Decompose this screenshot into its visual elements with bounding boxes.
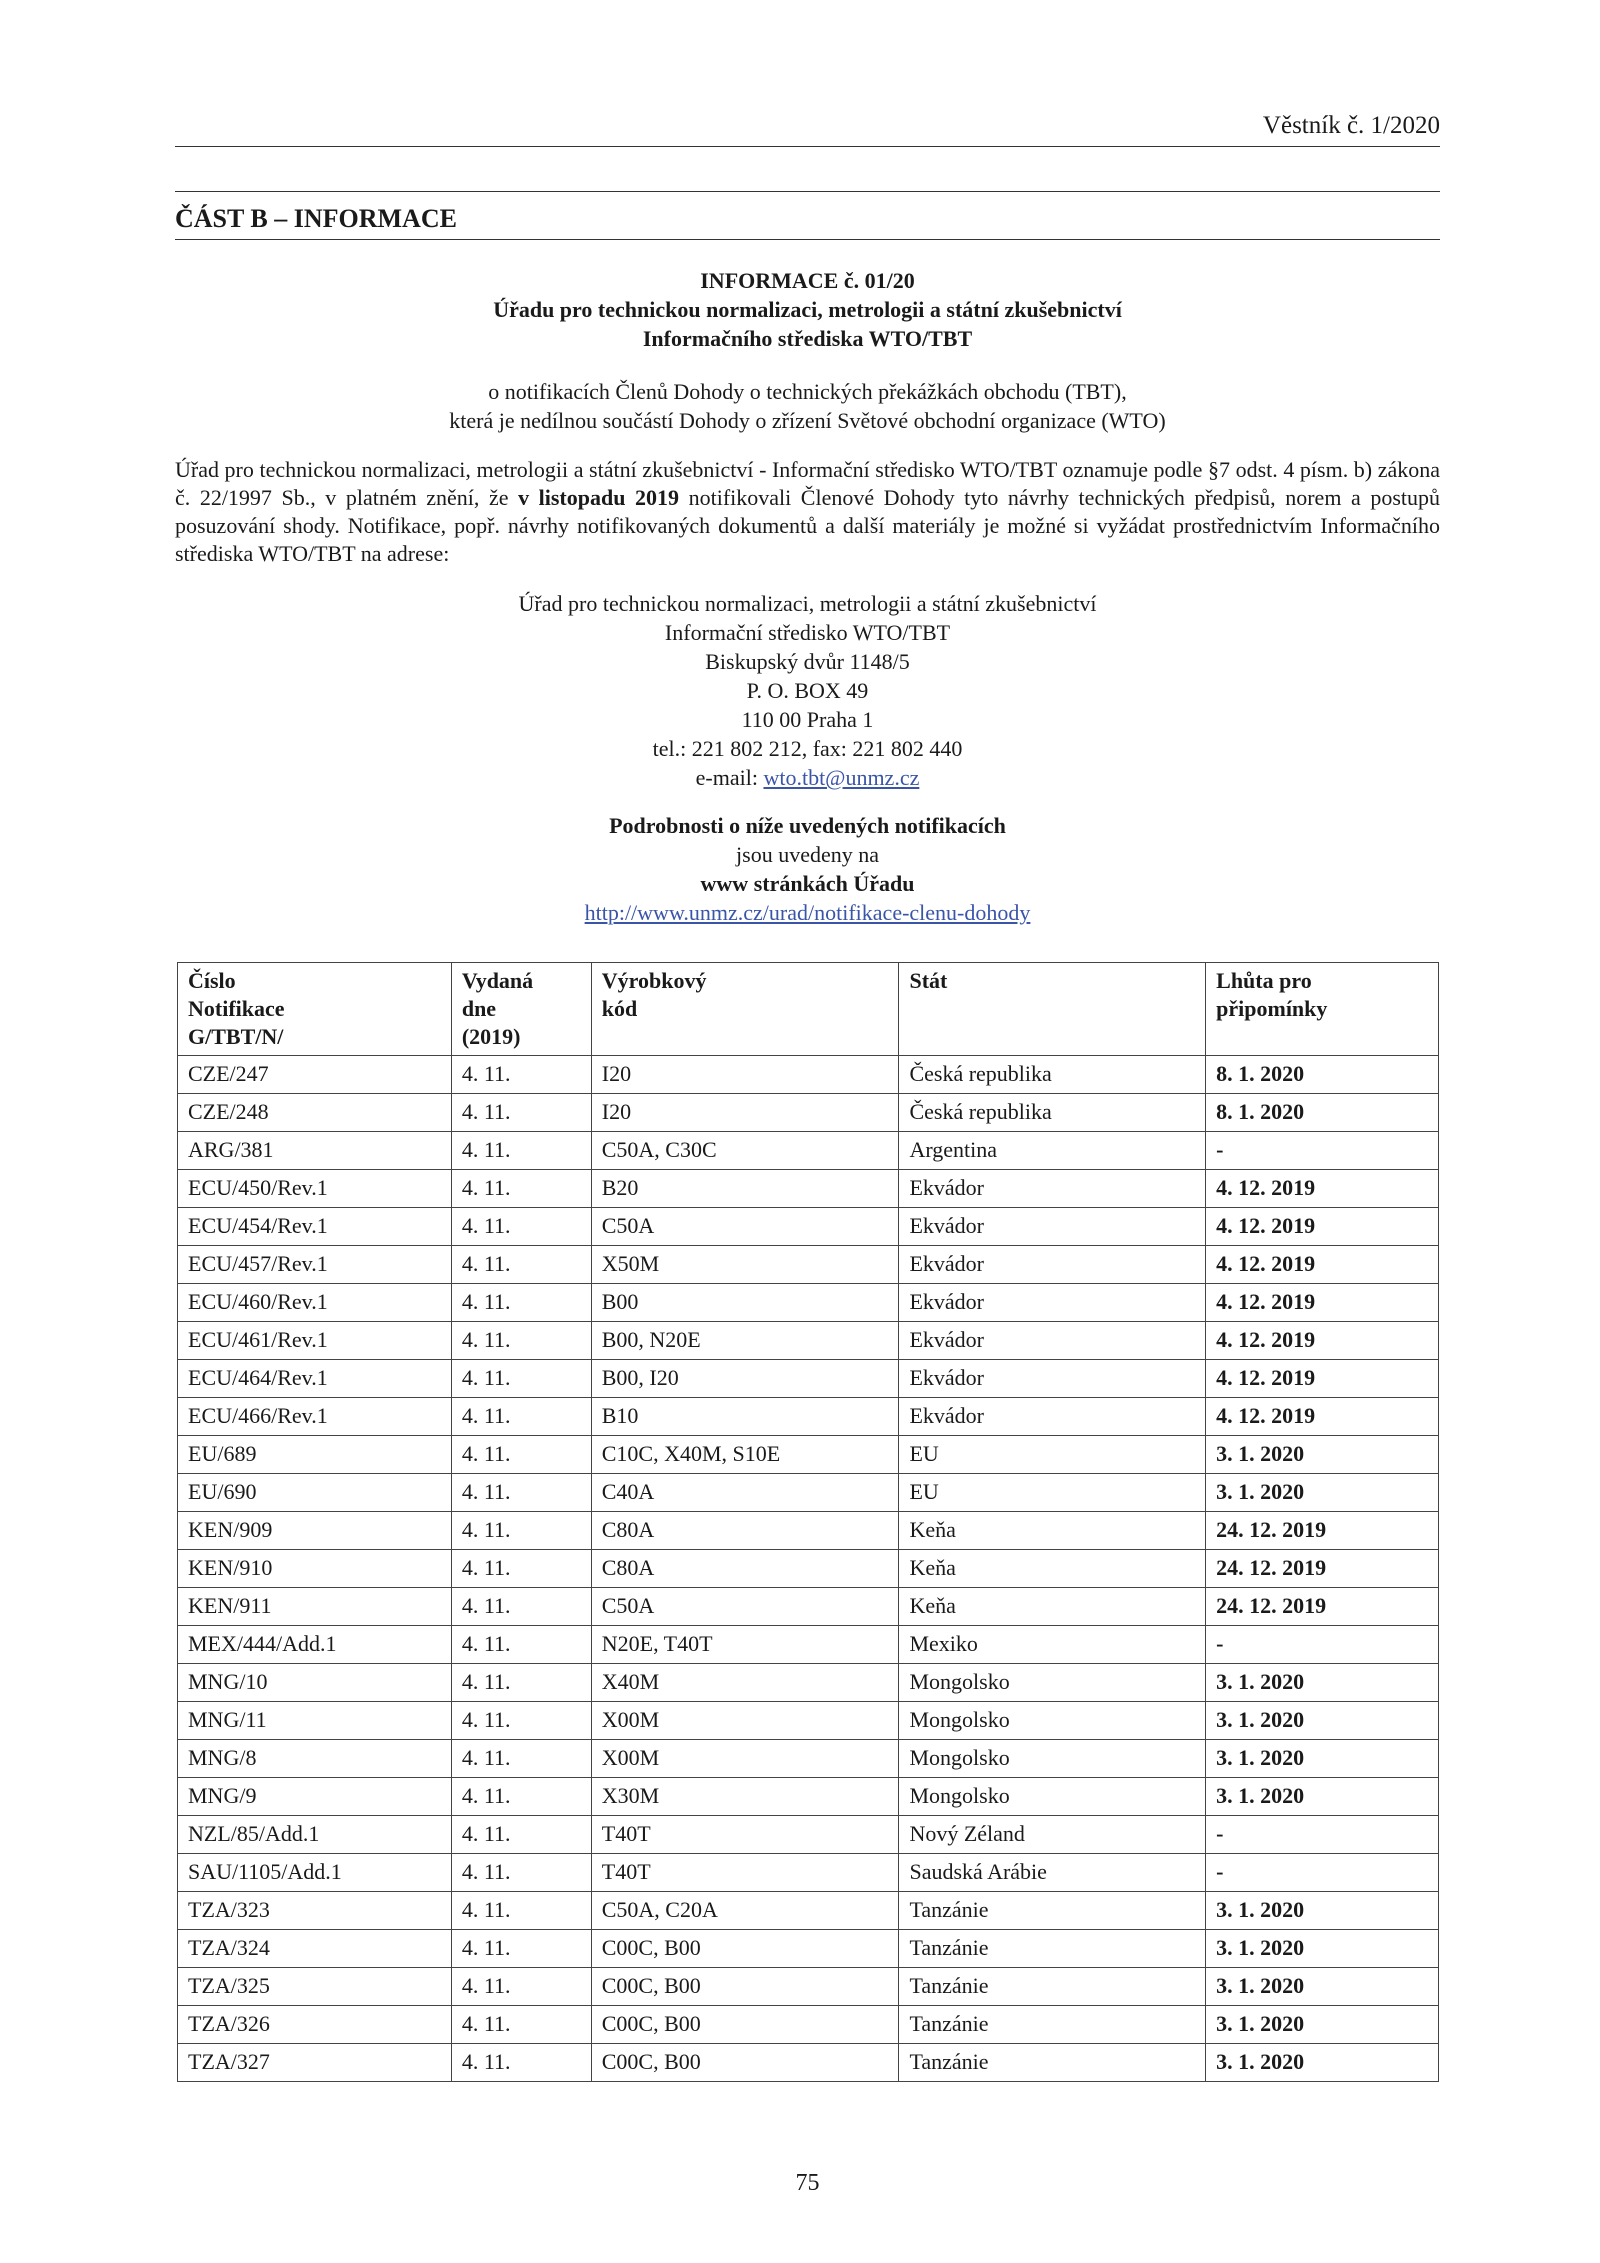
product-code-cell: C80A bbox=[591, 1550, 899, 1588]
deadline-cell: - bbox=[1206, 1854, 1439, 1892]
table-row bbox=[178, 1246, 1439, 1284]
intro-paragraph bbox=[175, 456, 1440, 568]
address-phone-fax: tel.: 221 802 212, fax: 221 802 440 bbox=[652, 736, 963, 761]
intro-period-highlight: v listopadu 2019 bbox=[518, 485, 680, 510]
table-row bbox=[178, 1778, 1439, 1816]
country-cell: EU bbox=[899, 1474, 1206, 1512]
product-code-cell: C00C, B00 bbox=[591, 1930, 899, 1968]
notification-number-cell: ECU/450/Rev.1 bbox=[178, 1170, 452, 1208]
deadline-cell: 3. 1. 2020 bbox=[1206, 1436, 1439, 1474]
issue-date-cell: 4. 11. bbox=[451, 1094, 591, 1132]
deadline-cell: - bbox=[1206, 1132, 1439, 1170]
header-divider bbox=[175, 146, 1440, 147]
contact-address bbox=[175, 589, 1440, 792]
country-cell: Keňa bbox=[899, 1588, 1206, 1626]
country-cell: Ekvádor bbox=[899, 1170, 1206, 1208]
deadline-cell: 3. 1. 2020 bbox=[1206, 2044, 1439, 2082]
table-body bbox=[178, 1056, 1439, 2082]
issue-date-cell: 4. 11. bbox=[451, 2044, 591, 2082]
country-cell: Mongolsko bbox=[899, 1702, 1206, 1740]
notification-number-cell: MNG/8 bbox=[178, 1740, 452, 1778]
deadline-cell: - bbox=[1206, 1816, 1439, 1854]
header-issue-date: Vydaná dne (2019) bbox=[451, 963, 591, 1056]
country-cell: Ekvádor bbox=[899, 1246, 1206, 1284]
product-code-cell: C40A bbox=[591, 1474, 899, 1512]
section-bottom-divider bbox=[175, 239, 1440, 240]
country-cell: Ekvádor bbox=[899, 1284, 1206, 1322]
section-top-divider bbox=[175, 191, 1440, 192]
table-row bbox=[178, 1550, 1439, 1588]
journal-issue-header: Věstník č. 1/2020 bbox=[1262, 112, 1440, 139]
country-cell: Tanzánie bbox=[899, 1930, 1206, 1968]
product-code-cell: I20 bbox=[591, 1094, 899, 1132]
table-row bbox=[178, 1816, 1439, 1854]
deadline-cell: - bbox=[1206, 1626, 1439, 1664]
section-title: ČÁST B – INFORMACE bbox=[175, 204, 457, 233]
notification-number-cell: ARG/381 bbox=[178, 1132, 452, 1170]
notification-number-cell: ECU/461/Rev.1 bbox=[178, 1322, 452, 1360]
product-code-cell: C50A, C30C bbox=[591, 1132, 899, 1170]
country-cell: Ekvádor bbox=[899, 1208, 1206, 1246]
issue-date-cell: 4. 11. bbox=[451, 1816, 591, 1854]
table-row bbox=[178, 1854, 1439, 1892]
heading-line-1: INFORMACE č. 01/20 bbox=[700, 268, 915, 293]
product-code-cell: X00M bbox=[591, 1702, 899, 1740]
notifications-url-link[interactable]: http://www.unmz.cz/urad/notifikace-clenu-dohody bbox=[584, 900, 1031, 925]
notification-number-cell: KEN/910 bbox=[178, 1550, 452, 1588]
heading-line-2: Úřadu pro technickou normalizaci, metrologii a státní zkušebnictví bbox=[493, 297, 1122, 322]
header-comment-deadline: Lhůta pro připomínky bbox=[1206, 963, 1439, 1056]
deadline-cell: 24. 12. 2019 bbox=[1206, 1512, 1439, 1550]
notification-number-cell: MNG/9 bbox=[178, 1778, 452, 1816]
issue-date-cell: 4. 11. bbox=[451, 1968, 591, 2006]
issue-date-cell: 4. 11. bbox=[451, 1854, 591, 1892]
deadline-cell: 24. 12. 2019 bbox=[1206, 1588, 1439, 1626]
notification-number-cell: CZE/248 bbox=[178, 1094, 452, 1132]
address-city: 110 00 Praha 1 bbox=[741, 707, 874, 732]
notification-number-cell: TZA/326 bbox=[178, 2006, 452, 2044]
header-product-code: Výrobkový kód bbox=[591, 963, 899, 1056]
deadline-cell: 4. 12. 2019 bbox=[1206, 1322, 1439, 1360]
information-heading bbox=[175, 266, 1440, 353]
table-row bbox=[178, 1360, 1439, 1398]
product-code-cell: C50A bbox=[591, 1588, 899, 1626]
table-row bbox=[178, 2044, 1439, 2082]
issue-date-cell: 4. 11. bbox=[451, 1930, 591, 1968]
notification-number-cell: MEX/444/Add.1 bbox=[178, 1626, 452, 1664]
country-cell: Mongolsko bbox=[899, 1778, 1206, 1816]
notification-number-cell: ECU/466/Rev.1 bbox=[178, 1398, 452, 1436]
table-row bbox=[178, 1322, 1439, 1360]
heading-line-3: Informačního střediska WTO/TBT bbox=[642, 326, 973, 351]
table-row bbox=[178, 1474, 1439, 1512]
notification-number-cell: ECU/457/Rev.1 bbox=[178, 1246, 452, 1284]
table-row bbox=[178, 1284, 1439, 1322]
email-label: e-mail: bbox=[695, 765, 764, 790]
product-code-cell: B20 bbox=[591, 1170, 899, 1208]
deadline-cell: 3. 1. 2020 bbox=[1206, 1930, 1439, 1968]
product-code-cell: X30M bbox=[591, 1778, 899, 1816]
product-code-cell: X50M bbox=[591, 1246, 899, 1284]
country-cell: Ekvádor bbox=[899, 1322, 1206, 1360]
product-code-cell: N20E, T40T bbox=[591, 1626, 899, 1664]
deadline-cell: 3. 1. 2020 bbox=[1206, 1474, 1439, 1512]
product-code-cell: C00C, B00 bbox=[591, 2044, 899, 2082]
notification-number-cell: SAU/1105/Add.1 bbox=[178, 1854, 452, 1892]
information-subtitle bbox=[175, 377, 1440, 435]
table-header-row bbox=[178, 963, 1439, 1056]
country-cell: Mongolsko bbox=[899, 1664, 1206, 1702]
deadline-cell: 4. 12. 2019 bbox=[1206, 1398, 1439, 1436]
issue-date-cell: 4. 11. bbox=[451, 1170, 591, 1208]
issue-date-cell: 4. 11. bbox=[451, 1778, 591, 1816]
table-row bbox=[178, 1512, 1439, 1550]
notification-number-cell: ECU/454/Rev.1 bbox=[178, 1208, 452, 1246]
table-row bbox=[178, 1170, 1439, 1208]
product-code-cell: C50A bbox=[591, 1208, 899, 1246]
issue-date-cell: 4. 11. bbox=[451, 1284, 591, 1322]
intro-text-start: Úřad pro technickou normalizaci, metrologii a státní zkušebnictví - Informační středisko WTO/TBT oznamuje podle §7 odst. 4 písm. b) zákona č. 22/1997 Sb., v platném znění, že bbox=[175, 457, 1440, 510]
issue-date-cell: 4. 11. bbox=[451, 1132, 591, 1170]
deadline-cell: 3. 1. 2020 bbox=[1206, 1740, 1439, 1778]
address-center: Informační středisko WTO/TBT bbox=[664, 620, 951, 645]
notification-number-cell: EU/689 bbox=[178, 1436, 452, 1474]
product-code-cell: T40T bbox=[591, 1816, 899, 1854]
product-code-cell: X00M bbox=[591, 1740, 899, 1778]
table-row bbox=[178, 1740, 1439, 1778]
table-row bbox=[178, 1094, 1439, 1132]
notification-number-cell: KEN/909 bbox=[178, 1512, 452, 1550]
product-code-cell: C80A bbox=[591, 1512, 899, 1550]
product-code-cell: B00, N20E bbox=[591, 1322, 899, 1360]
header-country: Stát bbox=[899, 963, 1206, 1056]
country-cell: Saudská Arábie bbox=[899, 1854, 1206, 1892]
table-row bbox=[178, 1208, 1439, 1246]
table-row bbox=[178, 1664, 1439, 1702]
notification-number-cell: TZA/325 bbox=[178, 1968, 452, 2006]
table-row bbox=[178, 1056, 1439, 1094]
product-code-cell: C10C, X40M, S10E bbox=[591, 1436, 899, 1474]
product-code-cell: C00C, B00 bbox=[591, 1968, 899, 2006]
subtitle-line-1: o notifikacích Členů Dohody o technických překážkách obchodu (TBT), bbox=[488, 379, 1127, 404]
issue-date-cell: 4. 11. bbox=[451, 1360, 591, 1398]
country-cell: Keňa bbox=[899, 1550, 1206, 1588]
notification-number-cell: EU/690 bbox=[178, 1474, 452, 1512]
country-cell: Česká republika bbox=[899, 1056, 1206, 1094]
table-row bbox=[178, 2006, 1439, 2044]
product-code-cell: B10 bbox=[591, 1398, 899, 1436]
details-line-3: www stránkách Úřadu bbox=[700, 871, 915, 896]
issue-date-cell: 4. 11. bbox=[451, 1512, 591, 1550]
table-row bbox=[178, 1892, 1439, 1930]
country-cell: Keňa bbox=[899, 1512, 1206, 1550]
deadline-cell: 4. 12. 2019 bbox=[1206, 1170, 1439, 1208]
product-code-cell: C50A, C20A bbox=[591, 1892, 899, 1930]
deadline-cell: 3. 1. 2020 bbox=[1206, 1702, 1439, 1740]
issue-date-cell: 4. 11. bbox=[451, 2006, 591, 2044]
header-notification-number: Číslo Notifikace G/TBT/N/ bbox=[178, 963, 452, 1056]
table-row bbox=[178, 1702, 1439, 1740]
table-row bbox=[178, 1930, 1439, 1968]
details-notice bbox=[175, 811, 1440, 927]
notification-number-cell: MNG/10 bbox=[178, 1664, 452, 1702]
page-number: 75 bbox=[795, 2170, 820, 2196]
issue-date-cell: 4. 11. bbox=[451, 1892, 591, 1930]
country-cell: Mexiko bbox=[899, 1626, 1206, 1664]
details-line-2: jsou uvedeny na bbox=[736, 842, 879, 867]
issue-date-cell: 4. 11. bbox=[451, 1322, 591, 1360]
deadline-cell: 24. 12. 2019 bbox=[1206, 1550, 1439, 1588]
deadline-cell: 4. 12. 2019 bbox=[1206, 1360, 1439, 1398]
notifications-table bbox=[177, 962, 1439, 2082]
notification-number-cell: ECU/460/Rev.1 bbox=[178, 1284, 452, 1322]
address-po-box: P. O. BOX 49 bbox=[746, 678, 869, 703]
notification-number-cell: TZA/324 bbox=[178, 1930, 452, 1968]
deadline-cell: 3. 1. 2020 bbox=[1206, 2006, 1439, 2044]
notification-number-cell: NZL/85/Add.1 bbox=[178, 1816, 452, 1854]
product-code-cell: X40M bbox=[591, 1664, 899, 1702]
issue-date-cell: 4. 11. bbox=[451, 1588, 591, 1626]
product-code-cell: T40T bbox=[591, 1854, 899, 1892]
deadline-cell: 8. 1. 2020 bbox=[1206, 1094, 1439, 1132]
country-cell: Ekvádor bbox=[899, 1360, 1206, 1398]
product-code-cell: B00, I20 bbox=[591, 1360, 899, 1398]
product-code-cell: C00C, B00 bbox=[591, 2006, 899, 2044]
notification-number-cell: TZA/323 bbox=[178, 1892, 452, 1930]
notification-number-cell: MNG/11 bbox=[178, 1702, 452, 1740]
issue-date-cell: 4. 11. bbox=[451, 1436, 591, 1474]
address-street: Biskupský dvůr 1148/5 bbox=[705, 649, 910, 674]
deadline-cell: 4. 12. 2019 bbox=[1206, 1246, 1439, 1284]
country-cell: Tanzánie bbox=[899, 2006, 1206, 2044]
details-line-1: Podrobnosti o níže uvedených notifikacích bbox=[609, 813, 1006, 838]
issue-date-cell: 4. 11. bbox=[451, 1398, 591, 1436]
issue-date-cell: 4. 11. bbox=[451, 1702, 591, 1740]
address-organization: Úřad pro technickou normalizaci, metrologii a státní zkušebnictví bbox=[518, 591, 1097, 616]
table-row bbox=[178, 1968, 1439, 2006]
country-cell: Nový Zéland bbox=[899, 1816, 1206, 1854]
country-cell: Česká republika bbox=[899, 1094, 1206, 1132]
issue-date-cell: 4. 11. bbox=[451, 1246, 591, 1284]
issue-date-cell: 4. 11. bbox=[451, 1550, 591, 1588]
email-link[interactable]: wto.tbt@unmz.cz bbox=[763, 765, 920, 790]
issue-date-cell: 4. 11. bbox=[451, 1626, 591, 1664]
table-row bbox=[178, 1436, 1439, 1474]
table-row bbox=[178, 1398, 1439, 1436]
table-row bbox=[178, 1588, 1439, 1626]
deadline-cell: 4. 12. 2019 bbox=[1206, 1208, 1439, 1246]
country-cell: EU bbox=[899, 1436, 1206, 1474]
product-code-cell: B00 bbox=[591, 1284, 899, 1322]
issue-date-cell: 4. 11. bbox=[451, 1474, 591, 1512]
issue-date-cell: 4. 11. bbox=[451, 1056, 591, 1094]
country-cell: Mongolsko bbox=[899, 1740, 1206, 1778]
issue-date-cell: 4. 11. bbox=[451, 1664, 591, 1702]
deadline-cell: 4. 12. 2019 bbox=[1206, 1284, 1439, 1322]
address-email-line bbox=[175, 763, 1440, 792]
intro-text-end: notifikovali Členové Dohody tyto návrhy technických předpisů, norem a postupů posuzování shody. Notifikace, popř. návrhy notifikovaných dokumentů a další materiály je možné si vyžádat prostřednictvím Informačního střediska WTO/TBT na adrese: bbox=[175, 485, 1440, 566]
issue-date-cell: 4. 11. bbox=[451, 1740, 591, 1778]
notification-number-cell: CZE/247 bbox=[178, 1056, 452, 1094]
notification-number-cell: TZA/327 bbox=[178, 2044, 452, 2082]
notification-number-cell: KEN/911 bbox=[178, 1588, 452, 1626]
subtitle-line-2: která je nedílnou součástí Dohody o zřízení Světové obchodní organizace (WTO) bbox=[449, 408, 1166, 433]
notification-number-cell: ECU/464/Rev.1 bbox=[178, 1360, 452, 1398]
deadline-cell: 3. 1. 2020 bbox=[1206, 1664, 1439, 1702]
deadline-cell: 3. 1. 2020 bbox=[1206, 1778, 1439, 1816]
table-row bbox=[178, 1132, 1439, 1170]
table-row bbox=[178, 1626, 1439, 1664]
product-code-cell: I20 bbox=[591, 1056, 899, 1094]
country-cell: Argentina bbox=[899, 1132, 1206, 1170]
deadline-cell: 3. 1. 2020 bbox=[1206, 1892, 1439, 1930]
country-cell: Tanzánie bbox=[899, 2044, 1206, 2082]
country-cell: Tanzánie bbox=[899, 1968, 1206, 2006]
deadline-cell: 8. 1. 2020 bbox=[1206, 1056, 1439, 1094]
country-cell: Tanzánie bbox=[899, 1892, 1206, 1930]
country-cell: Ekvádor bbox=[899, 1398, 1206, 1436]
issue-date-cell: 4. 11. bbox=[451, 1208, 591, 1246]
deadline-cell: 3. 1. 2020 bbox=[1206, 1968, 1439, 2006]
